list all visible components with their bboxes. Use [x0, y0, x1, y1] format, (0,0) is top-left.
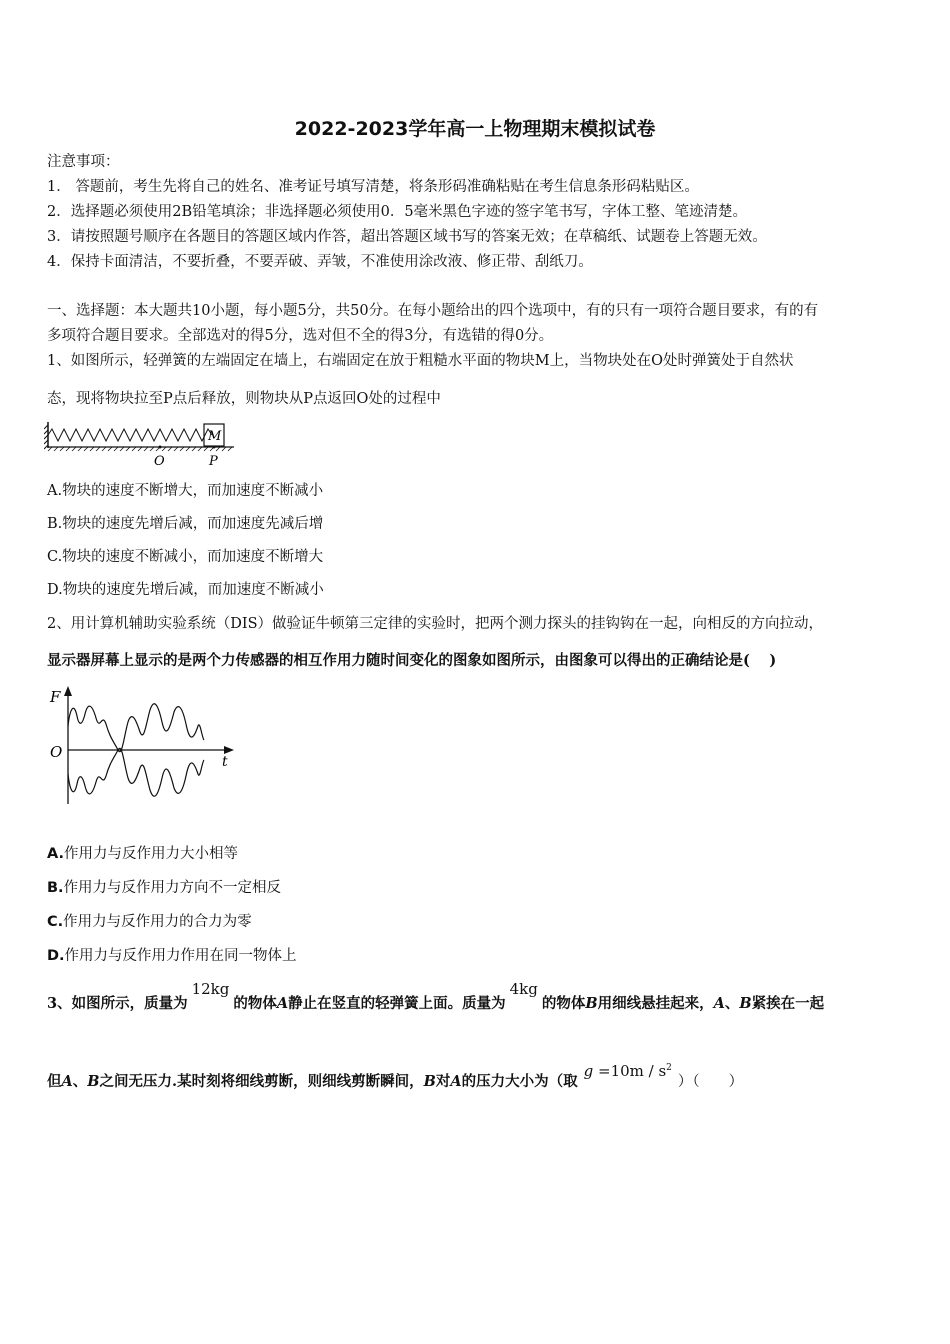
- notice-item-1: 1． 答题前，考生先将自己的姓名、准考证号填写清楚，将条形码准确粘贴在考生信息条形码粘贴区。: [47, 179, 699, 195]
- option-b-letter: B.: [47, 880, 64, 896]
- page-title: 2022-2023学年高一上物理期末模拟试卷: [294, 118, 656, 140]
- notice-item-3: 3．请按照题号顺序在各题目的答题区域内作答，超出答题区域书写的答案无效；在草稿纸、试题卷上答题无效。: [47, 229, 767, 245]
- question-1-option-d: D.物块的速度先增后减，而加速度不断减小: [47, 582, 324, 598]
- option-a-text: 作用力与反作用力大小相等: [64, 846, 238, 862]
- option-b-text: 作用力与反作用力方向不一定相反: [63, 880, 282, 896]
- g-value: =10m / s: [598, 1062, 667, 1080]
- q3-text-1f: A: [713, 995, 725, 1012]
- mass-a-value: 12kg: [191, 980, 230, 998]
- section-intro-line-1: 一、选择题：本大题共10小题，每小题5分，共50分。在每小题给出的四个选项中，有的只有一项符合题目要求，有的有: [47, 303, 819, 319]
- question-2-option-a: [47, 844, 238, 864]
- q3-text-2c: 、: [72, 1073, 88, 1090]
- option-d-text: 作用力与反作用力作用在同一物体上: [64, 948, 297, 964]
- object-a-label: A: [276, 995, 289, 1012]
- q3-text-1a: 3、如图所示，质量为: [47, 995, 188, 1012]
- question-2-option-b: [47, 878, 281, 898]
- question-1-stem-line-1: 1、如图所示，轻弹簧的左端固定在墙上，右端固定在放于粗糙水平面的物块M上，当物块处在O处时弹簧处于自然状: [47, 353, 794, 369]
- notice-item-4: 4．保持卡面清洁，不要折叠，不要弄破、弄皱，不准使用涂改液、修正带、刮纸刀。: [47, 254, 593, 270]
- q3-text-1i: 紧挨在一起: [751, 995, 825, 1012]
- q3-text-1g: 、: [724, 995, 740, 1012]
- question-3-stem-line-1: [47, 980, 825, 1014]
- q3-text-1e: 用细线悬挂起来，: [597, 995, 714, 1012]
- point-o-label: O: [154, 454, 165, 469]
- section-intro-line-2: 多项符合题目要求。全部选对的得5分，选对但不全的得3分，有选错的得0分。: [47, 328, 554, 344]
- g-symbol: g: [583, 1062, 594, 1080]
- notice-heading: 注意事项：: [47, 154, 120, 170]
- q3-text-2b: A: [61, 1073, 73, 1090]
- point-p-label: P: [209, 454, 218, 469]
- block-label: M: [208, 429, 222, 444]
- option-c-text: 作用力与反作用力的合力为零: [63, 914, 252, 930]
- q3-text-2j: ）（ ）: [677, 1074, 744, 1090]
- question-1-option-a: A.物块的速度不断增大，而加速度不断减小: [47, 483, 324, 499]
- g-exponent: 2: [666, 1063, 672, 1073]
- origin-label: O: [50, 743, 63, 761]
- notice-item-2: 2．选择题必须使用2B铅笔填涂；非选择题必须使用0．5毫米黑色字迹的签字笔书写，字体工整、笔迹清楚。: [47, 204, 748, 220]
- option-c-letter: C.: [47, 914, 64, 930]
- reaction-force-curve: [68, 748, 204, 796]
- question-2-stem-line-2: 显示器屏幕上显示的是两个力传感器的相互作用力随时间变化的图象如图所示，由图象可以得出的正确结论是( ): [47, 652, 777, 669]
- question-2-stem-line-1: 2、用计算机辅助实验系统（DIS）做验证牛顿第三定律的实验时，把两个测力探头的挂钩钩在一起，向相反的方向拉动，: [47, 616, 824, 632]
- q3-text-1h: B: [739, 995, 752, 1012]
- q3-text-2i: 的压力大小为（取: [461, 1073, 578, 1090]
- q3-text-2g: 对: [435, 1073, 451, 1090]
- q3-text-1b: 的物体: [233, 995, 277, 1012]
- question-1-option-c: C.物块的速度不断减小，而加速度不断增大: [47, 549, 324, 565]
- q3-text-2a: 但: [47, 1073, 62, 1090]
- q3-text-2h: A: [450, 1073, 462, 1090]
- spring-block-figure: [44, 420, 240, 470]
- option-d-letter: D.: [47, 948, 65, 964]
- gravity-formula: [584, 1062, 672, 1080]
- q3-text-1c: 静止在竖直的轻弹簧上面。质量为: [288, 995, 506, 1012]
- object-b-label: B: [585, 995, 598, 1012]
- q3-text-2e: 之间无压力.某时刻将细线剪断，则细线剪断瞬间，: [99, 1073, 424, 1090]
- question-2-option-d: [47, 946, 297, 966]
- question-1-option-b: B.物块的速度先增后减，而加速度先减后增: [47, 516, 324, 532]
- question-1-stem-line-2: 态，现将物块拉至P点后释放，则物块从P点返回O处的过程中: [47, 391, 441, 407]
- q3-text-2d: B: [87, 1073, 100, 1090]
- q3-text-2f: B: [423, 1073, 436, 1090]
- question-2-option-c: [47, 912, 252, 932]
- action-force-curve: [68, 704, 204, 752]
- question-3-stem-line-2: [47, 1062, 744, 1092]
- force-time-graph: [44, 684, 244, 810]
- x-axis-label: t: [222, 754, 228, 770]
- q3-text-1d: 的物体: [541, 995, 586, 1012]
- option-a-letter: A.: [47, 846, 64, 862]
- mass-b-value: 4kg: [509, 980, 538, 998]
- y-axis-label: F: [50, 688, 61, 706]
